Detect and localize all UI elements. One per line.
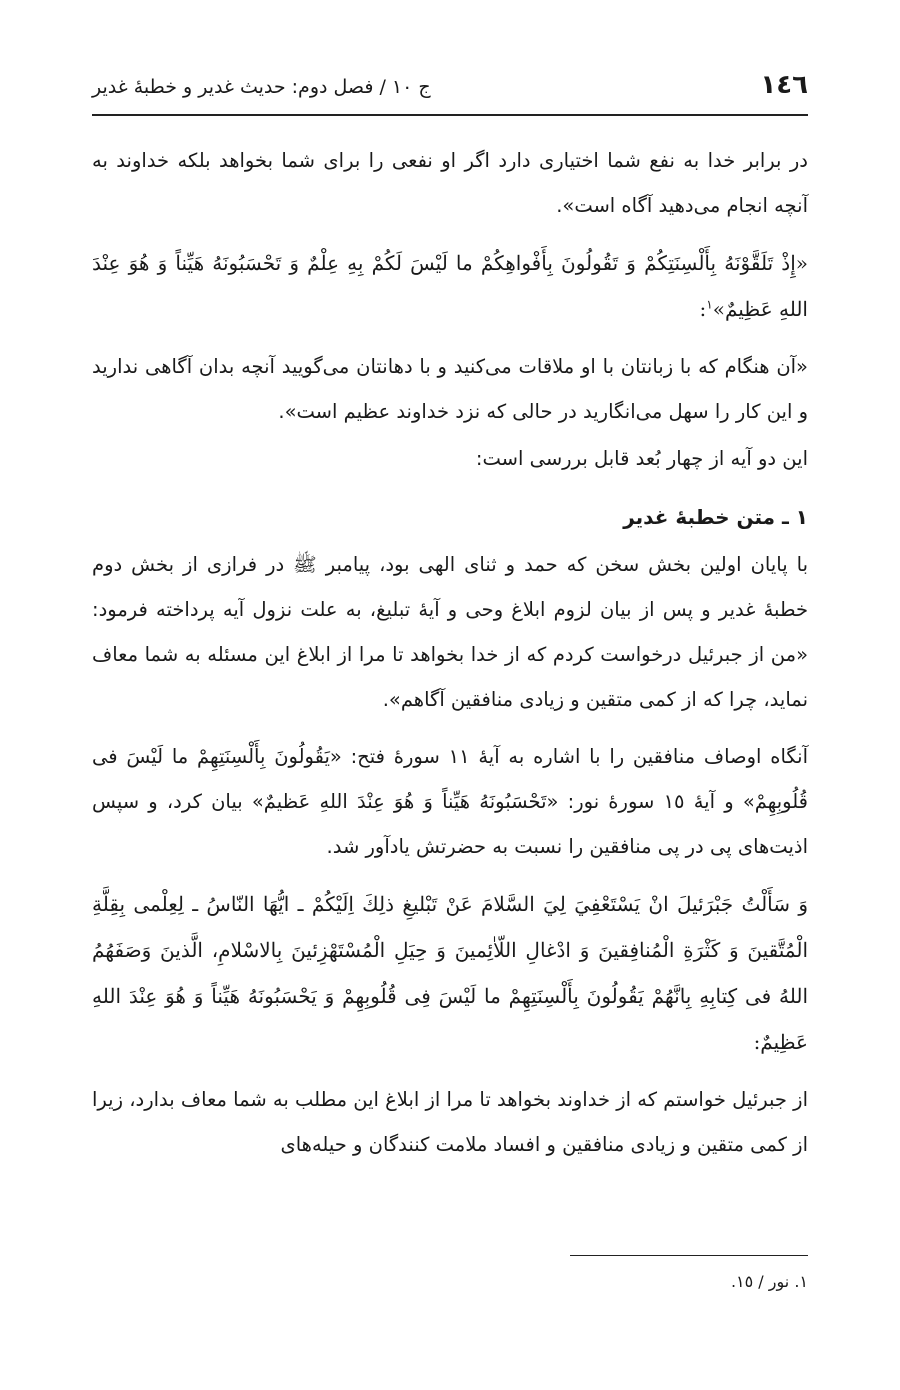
paragraph-intro: اين دو آيه از چهار بُعد قابل بررسی است: — [475, 447, 808, 470]
verse-translation: «آن هنگام كه با زبانتان با او ملاقات می‌كنيد و با دهانتان می‌گوييد آنچه بدان آگاهی نداريد و اين كار را سهل می‌انگاريد در حالی كه نزد خداوند عظيم است». — [92, 355, 808, 423]
page-number: ١٤٦ — [760, 70, 808, 100]
quran-verse-quote — [92, 240, 808, 332]
paragraph-sermon: با پايان اولين بخش سخن كه حمد و ثنای الهی بود، پيامبر ﷺ در فرازی از بخش دوم خطبهٔ غدير و پس از بيان لزوم ابلاغ وحی و آيهٔ تبليغ، به علت نزول آيه پرداخته فرمود: «من از جبرئيل درخواست كردم كه از خدا بخواهد تا مرا از ابلاغ اين مسئله به شما معاف نمايد، چرا كه از كمی متقين و زيادی منافقين آگاهم». — [92, 553, 808, 711]
footnote: ١. نور / ١٥. — [730, 1272, 808, 1291]
footnote-divider — [570, 1255, 808, 1256]
page-header — [92, 66, 808, 110]
section-heading: ١ ـ متن خطبهٔ غدير — [623, 505, 808, 529]
paragraph-1: در برابر خدا به نفع شما اختياری دارد اگر او نفعی را برای شما بخواهد بلكه خداوند به آنچه انجام می‌دهيد آگاه است». — [92, 149, 808, 217]
footnote-reference[interactable]: ١ — [706, 297, 713, 312]
paragraph-hypocrites: آنگاه اوصاف منافقين را با اشاره به آيهٔ ١١ سورهٔ فتح: «يَقُولُونَ بِأَلْسِنَتِهِمْ ما لَيْسَ فی قُلُوبِهِمْ» و آيهٔ ١٥ سورهٔ نور: «تَحْسَبُونَهُ هَيِّناً وَ هُوَ عِنْدَ اللهِ عَظيمٌ» بيان كرد، و سپس اذيت‌های پی در پی منافقين را نسبت به حضرتش يادآور شد. — [92, 745, 808, 858]
paragraph-translation: از جبرئيل خواستم كه از خداوند بخواهد تا مرا از ابلاغ اين مطلب به شما معاف بدارد، زيرا از كمی متقين و زيادی منافقين و افساد ملامت كنندگان و حيله‌های — [92, 1088, 808, 1156]
verse-text: «إِذْ تَلَقَّوْنَهُ بِأَلْسِنَتِكُمْ وَ تَقُولُونَ بِأَفْواهِكُمْ ما لَيْسَ لَكُمْ بِهِ عِلْمٌ وَ تَحْسَبُونَهُ هَيِّناً وَ هُوَ عِنْدَ اللهِ عَظِيمٌ» — [92, 251, 808, 321]
verse-tail: : — [699, 297, 707, 321]
main-text — [92, 138, 808, 1167]
running-title: ج ١٠ / فصل دوم: حديث غدير و خطبهٔ غدير — [92, 76, 431, 98]
header-divider — [92, 114, 808, 116]
sermon-arabic-quote: وَ سَأَلْتُ جَبْرَئيلَ انْ يَسْتَعْفِيَ لِيَ السَّلامَ عَنْ تَبْليغِ ذلِكَ اِلَيْكُمْ ـ ايُّهَا النّاسُ ـ لِعِلْمی بِقِلَّةِ الْمُتَّقينَ وَ كَثْرَةِ الْمُنافِقينَ وَ ادْغالِ اللّاٰئِمينَ وَ حِيَلِ الْمُسْتَهْزِئينَ بِالاسْلامِ، الَّذينَ وَصَفَهُمُ اللهُ فی كِتابِهِ بِانَّهُمْ يَقُولُونَ بِأَلْسِنَتِهِمْ ما لَيْسَ فِی قُلُوبِهِمْ وَ يَحْسَبُونَهُ هَيِّناً وَ هُوَ عِنْدَ اللهِ عَظِيمٌ: — [92, 892, 808, 1054]
